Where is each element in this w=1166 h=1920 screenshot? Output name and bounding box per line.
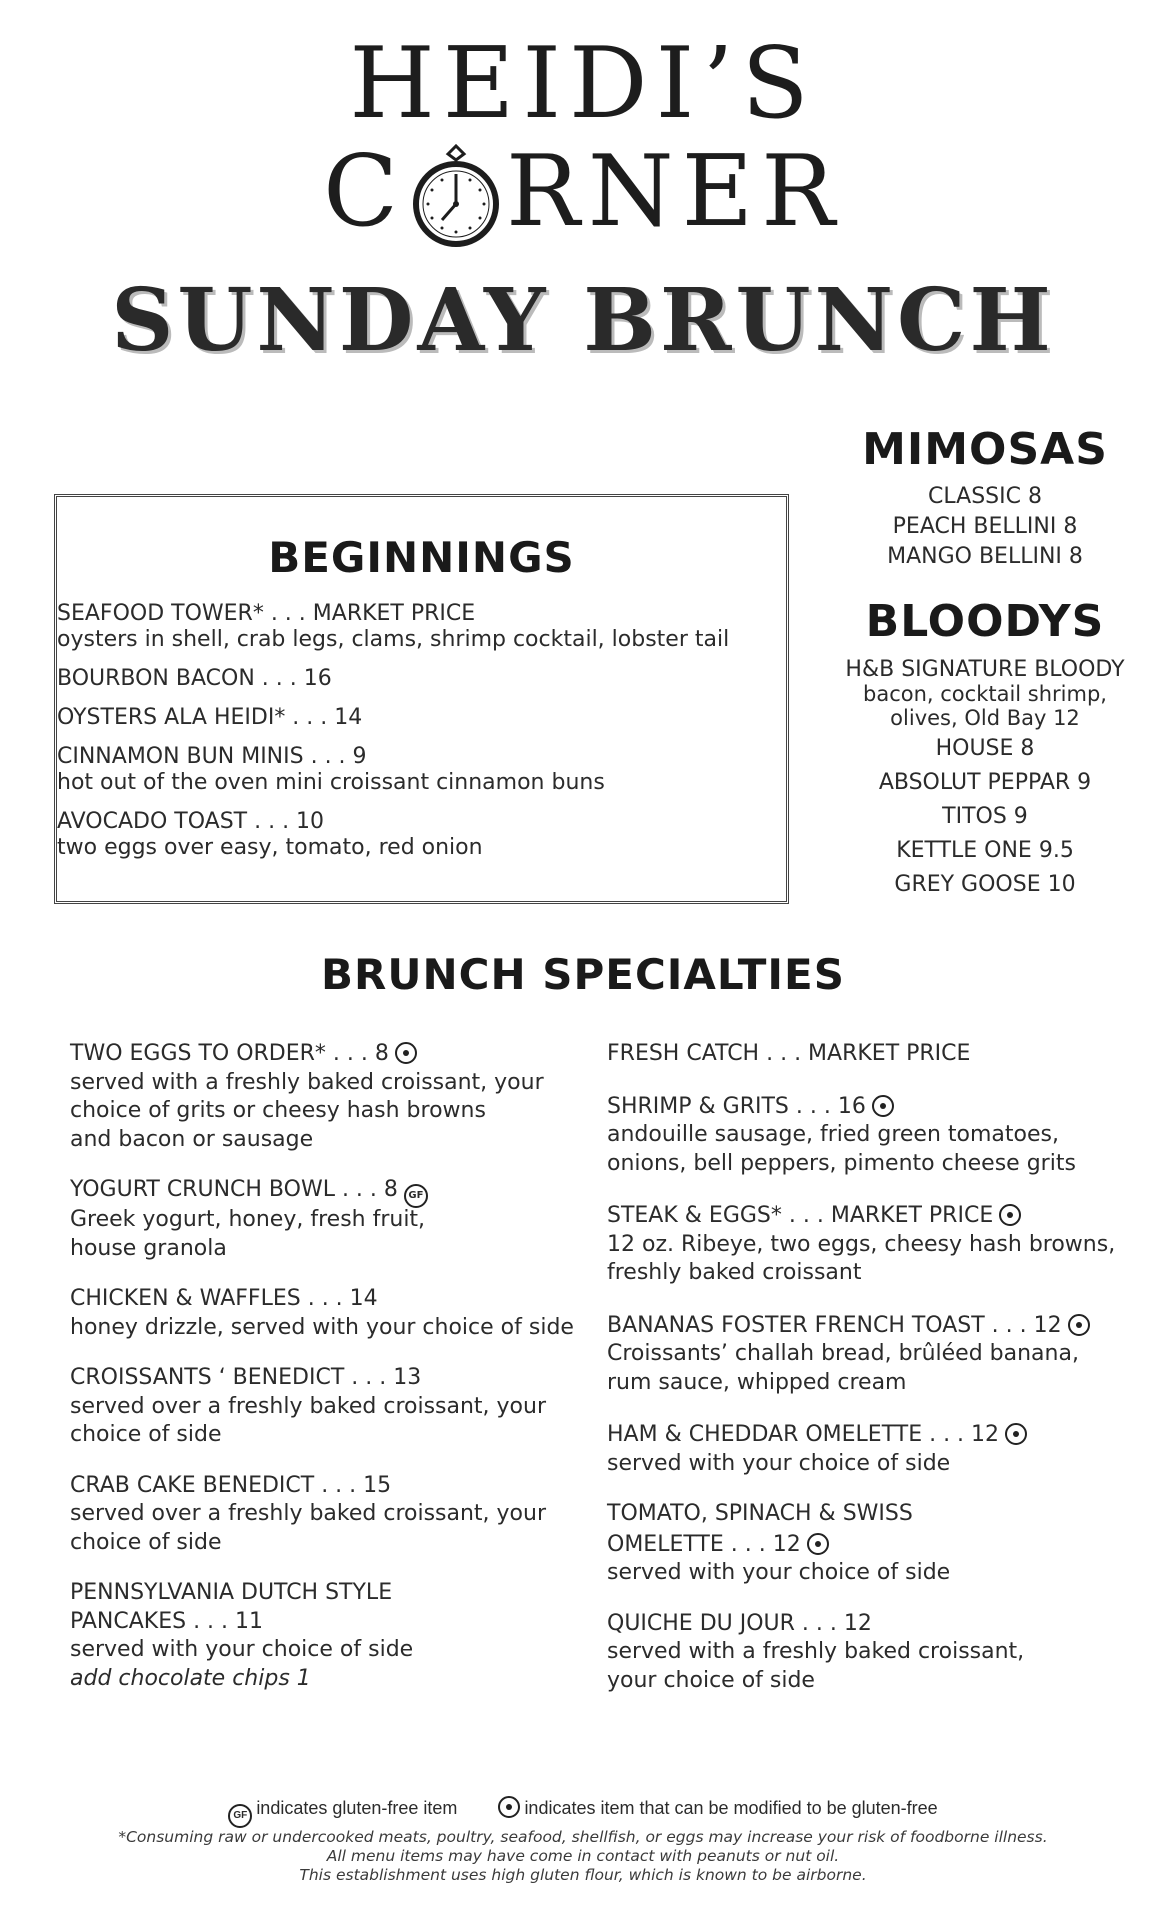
- menu-item: [607, 1040, 1117, 1069]
- gf-modifiable-icon: [1005, 1423, 1027, 1445]
- specialties-heading: BRUNCH SPECIALTIES: [321, 950, 845, 999]
- menu-item-desc: choice of grits or cheesy hash browns: [70, 1098, 486, 1123]
- beginnings-list: [57, 601, 786, 874]
- gf-modifiable-icon: [395, 1042, 417, 1064]
- drinks-column: [830, 424, 1140, 902]
- legend-gf: [228, 1798, 458, 1821]
- menu-item-name: SHRIMP & GRITS . . . 16: [607, 1093, 866, 1119]
- menu-item: [70, 1472, 590, 1558]
- menu-item-desc: served with your choice of side: [607, 1450, 951, 1476]
- menu-item: [607, 1500, 1117, 1588]
- menu-item-desc: freshly baked croissant: [607, 1260, 862, 1285]
- menu-item-desc: choice of side: [70, 1529, 222, 1555]
- mimosas-heading: MIMOSAS: [862, 424, 1108, 475]
- menu-item-name: BANANAS FOSTER FRENCH TOAST . . . 12: [607, 1312, 1062, 1338]
- drink-item-name: H&B SIGNATURE BLOODY: [845, 657, 1125, 682]
- menu-item: [70, 1579, 590, 1693]
- gf-modifiable-icon: [1068, 1314, 1090, 1336]
- menu-item-name: OMELETTE . . . 12: [607, 1531, 801, 1557]
- logo-line2-post: RNER: [506, 135, 843, 249]
- menu-item: [57, 809, 786, 861]
- menu-item-desc: served with a freshly baked croissant,: [607, 1639, 1025, 1664]
- drink-item: CLASSIC 8: [928, 484, 1042, 509]
- legend-modifiable: [498, 1798, 937, 1818]
- menu-item-desc: Croissants’ challah bread, brûléed banana,: [607, 1341, 1079, 1366]
- bloodys-heading: BLOODYS: [865, 596, 1105, 647]
- beginnings-heading: BEGINNINGS: [268, 533, 575, 582]
- menu-item-name: CHICKEN & WAFFLES . . . 14: [70, 1286, 378, 1311]
- menu-item: [70, 1364, 590, 1450]
- menu-item: [70, 1176, 590, 1263]
- menu-item: [70, 1038, 590, 1154]
- drink-item: MANGO BELLINI 8: [887, 544, 1083, 569]
- menu-item-desc: 12 oz. Ribeye, two eggs, cheesy hash browns,: [607, 1231, 1116, 1257]
- menu-item-desc: two eggs over easy, tomato, red onion: [57, 835, 483, 860]
- menu-item-desc: house granola: [70, 1235, 227, 1261]
- menu-item: [57, 601, 786, 653]
- menu-item-name: HAM & CHEDDAR OMELETTE . . . 12: [607, 1422, 1000, 1447]
- menu-item-name: CRAB CAKE BENEDICT . . . 15: [70, 1472, 392, 1498]
- clock-icon: [408, 144, 504, 248]
- menu-item-name: FRESH CATCH . . . MARKET PRICE: [607, 1041, 971, 1066]
- specialties-right-column: [607, 1038, 1117, 1717]
- drink-item: KETTLE ONE 9.5: [896, 838, 1074, 863]
- legend: [0, 1792, 1166, 1824]
- menu-item-desc: hot out of the oven mini croissant cinnamon buns: [57, 770, 605, 795]
- drink-item-desc: bacon, cocktail shrimp,: [863, 682, 1107, 706]
- legend-gf-text: indicates gluten-free item: [256, 1798, 458, 1818]
- footer-line: All menu items may have come in contact with peanuts or nut oil.: [326, 1847, 840, 1865]
- footer-line: This establishment uses high gluten flour, which is known to be airborne.: [299, 1866, 867, 1884]
- menu-item-name: CROISSANTS ‘ BENEDICT . . . 13: [70, 1365, 422, 1390]
- menu-item: [57, 744, 786, 796]
- gf-modifiable-icon: [498, 1796, 520, 1818]
- drink-item: HOUSE 8: [935, 736, 1035, 761]
- menu-item: [607, 1310, 1117, 1398]
- menu-item: [607, 1610, 1117, 1696]
- specialties-left-column: [70, 1038, 590, 1715]
- gluten-free-icon: GF: [228, 1804, 252, 1828]
- gluten-free-icon: GF: [404, 1184, 428, 1208]
- mimosas-list: [830, 482, 1140, 572]
- menu-item-desc: oysters in shell, crab legs, clams, shrimp cocktail, lobster tail: [57, 627, 730, 652]
- menu-item: [607, 1200, 1117, 1288]
- menu-item: [57, 666, 786, 692]
- menu-item-name: YOGURT CRUNCH BOWL . . . 8: [70, 1177, 398, 1202]
- menu-item-desc: onions, bell peppers, pimento cheese grits: [607, 1150, 1076, 1176]
- menu-item: [607, 1091, 1117, 1179]
- menu-item-name: STEAK & EGGS* . . . MARKET PRICE: [607, 1203, 994, 1228]
- gf-modifiable-icon: [807, 1533, 829, 1555]
- gf-modifiable-icon: [999, 1204, 1021, 1226]
- menu-item-desc: choice of side: [70, 1422, 222, 1447]
- drink-item: TITOS 9: [942, 804, 1028, 829]
- menu-item-name: TOMATO, SPINACH & SWISS: [607, 1501, 913, 1526]
- menu-item-desc: served over a freshly baked croissant, your: [70, 1501, 547, 1526]
- menu-item-name: QUICHE DU JOUR . . . 12: [607, 1610, 872, 1636]
- menu-item-addon: add chocolate chips 1: [70, 1665, 311, 1691]
- menu-item-name: CINNAMON BUN MINIS . . . 9: [57, 744, 367, 769]
- menu-item-desc: served over a freshly baked croissant, your: [70, 1393, 547, 1419]
- drink-item: PEACH BELLINI 8: [892, 514, 1078, 539]
- drink-item: GREY GOOSE 10: [894, 872, 1076, 897]
- menu-item-desc: served with a freshly baked croissant, your: [70, 1069, 544, 1095]
- logo-line1: HEIDI’S: [349, 27, 817, 141]
- drink-item: ABSOLUT PEPPAR 9: [878, 770, 1092, 795]
- logo: [0, 27, 1166, 249]
- drink-item-desc: olives, Old Bay 12: [890, 706, 1080, 730]
- menu-item-name: TWO EGGS TO ORDER* . . . 8: [70, 1041, 389, 1066]
- logo-line2: [0, 135, 1166, 249]
- menu-item-desc: your choice of side: [607, 1667, 815, 1693]
- menu-item-name: PANCAKES . . . 11: [70, 1608, 264, 1634]
- menu-item-desc: honey drizzle, served with your choice of side: [70, 1314, 574, 1340]
- menu-item-desc: served with your choice of side: [607, 1560, 951, 1585]
- menu-item-name: PENNSYLVANIA DUTCH STYLE: [70, 1580, 393, 1605]
- page-title: SUNDAY BRUNCH: [111, 270, 1055, 371]
- footer-line: *Consuming raw or undercooked meats, poultry, seafood, shellfish, or eggs may increase your risk of foodborne illness.: [118, 1828, 1048, 1846]
- menu-item: [57, 705, 786, 731]
- menu-item-name: SEAFOOD TOWER* . . . MARKET PRICE: [57, 601, 476, 626]
- menu-item-name: BOURBON BACON . . . 16: [57, 666, 332, 691]
- menu-item: [70, 1285, 590, 1342]
- menu-item-desc: rum sauce, whipped cream: [607, 1369, 907, 1395]
- legend-mod-text: indicates item that can be modified to be gluten-free: [524, 1798, 938, 1818]
- footer-disclaimer: [0, 1828, 1166, 1885]
- menu-item-name: OYSTERS ALA HEIDI* . . . 14: [57, 705, 363, 730]
- menu-item: [607, 1419, 1117, 1478]
- menu-item-desc: andouille sausage, fried green tomatoes,: [607, 1122, 1059, 1147]
- menu-item-name: AVOCADO TOAST . . . 10: [57, 809, 325, 834]
- logo-line2-pre: C: [323, 135, 407, 249]
- menu-item-desc: and bacon or sausage: [70, 1126, 314, 1152]
- gf-modifiable-icon: [872, 1095, 894, 1117]
- menu-item-desc: served with your choice of side: [70, 1637, 414, 1662]
- menu-item-desc: Greek yogurt, honey, fresh fruit,: [70, 1207, 426, 1232]
- beginnings-box: [54, 494, 789, 904]
- bloodys-list: [830, 732, 1140, 902]
- signature-bloody: [830, 658, 1140, 730]
